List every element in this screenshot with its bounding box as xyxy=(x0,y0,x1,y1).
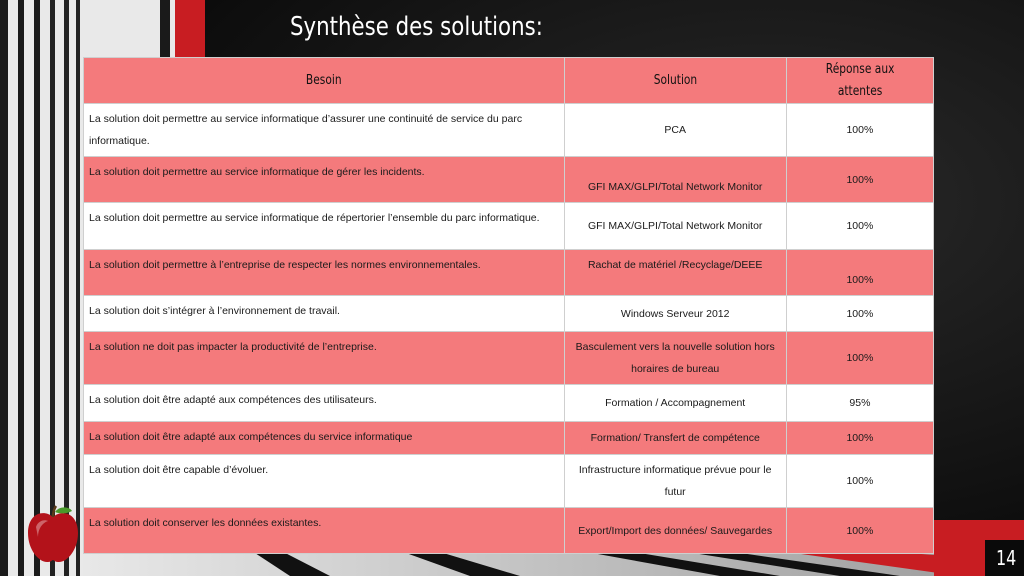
cell-solution: Infrastructure informatique prévue pour le futur xyxy=(564,455,786,508)
page-number: 14 xyxy=(996,546,1017,570)
cell-solution: GFI MAX/GLPI/Total Network Monitor xyxy=(564,203,786,250)
cell-besoin: La solution doit être capable d’évoluer. xyxy=(84,455,565,508)
cell-reponse: 100% xyxy=(786,508,933,554)
table-row xyxy=(84,422,934,455)
cell-solution: Rachat de matériel /Recyclage/DEEE xyxy=(564,250,786,296)
cell-besoin: La solution ne doit pas impacter la productivité de l’entreprise. xyxy=(84,332,565,385)
slide-title: Synthèse des solutions: xyxy=(290,12,543,42)
cell-solution: GFI MAX/GLPI/Total Network Monitor xyxy=(564,157,786,203)
cell-besoin: La solution doit conserver les données existantes. xyxy=(84,508,565,554)
table-row xyxy=(84,104,934,157)
cell-reponse: 100% xyxy=(786,250,933,296)
cell-besoin: La solution doit permettre au service informatique d’assurer une continuité de service du parc informatique. xyxy=(84,104,565,157)
cell-reponse: 100% xyxy=(786,104,933,157)
apple-icon xyxy=(24,505,82,565)
cell-besoin: La solution doit s’intégrer à l’environnement de travail. xyxy=(84,296,565,332)
solutions-table xyxy=(83,57,934,554)
cell-solution: Windows Serveur 2012 xyxy=(564,296,786,332)
cell-reponse: 100% xyxy=(786,332,933,385)
cell-solution: Formation/ Transfert de compétence xyxy=(564,422,786,455)
table-row xyxy=(84,508,934,554)
cell-reponse: 100% xyxy=(786,157,933,203)
table-row xyxy=(84,296,934,332)
table-row xyxy=(84,203,934,250)
cell-solution: PCA xyxy=(564,104,786,157)
cell-reponse: 100% xyxy=(786,296,933,332)
header-solution: Solution xyxy=(564,58,786,104)
header-besoin: Besoin xyxy=(84,58,565,104)
table-row xyxy=(84,157,934,203)
header-reponse: Réponse aux attentes xyxy=(786,58,933,104)
cell-besoin: La solution doit permettre à l’entreprise de respecter les normes environnementales. xyxy=(84,250,565,296)
cell-besoin: La solution doit permettre au service informatique de répertorier l’ensemble du parc informatique. xyxy=(84,203,565,250)
cell-reponse: 95% xyxy=(786,385,933,422)
cell-besoin: La solution doit être adapté aux compétences des utilisateurs. xyxy=(84,385,565,422)
cell-reponse: 100% xyxy=(786,203,933,250)
table-header-row xyxy=(84,58,934,104)
table-row xyxy=(84,455,934,508)
cell-solution: Basculement vers la nouvelle solution hors horaires de bureau xyxy=(564,332,786,385)
table-row xyxy=(84,385,934,422)
cell-solution: Export/Import des données/ Sauvegardes xyxy=(564,508,786,554)
cell-besoin: La solution doit permettre au service informatique de gérer les incidents. xyxy=(84,157,565,203)
table-row xyxy=(84,332,934,385)
table-row xyxy=(84,250,934,296)
cell-reponse: 100% xyxy=(786,455,933,508)
cell-besoin: La solution doit être adapté aux compétences du service informatique xyxy=(84,422,565,455)
cell-solution: Formation / Accompagnement xyxy=(564,385,786,422)
cell-reponse: 100% xyxy=(786,422,933,455)
